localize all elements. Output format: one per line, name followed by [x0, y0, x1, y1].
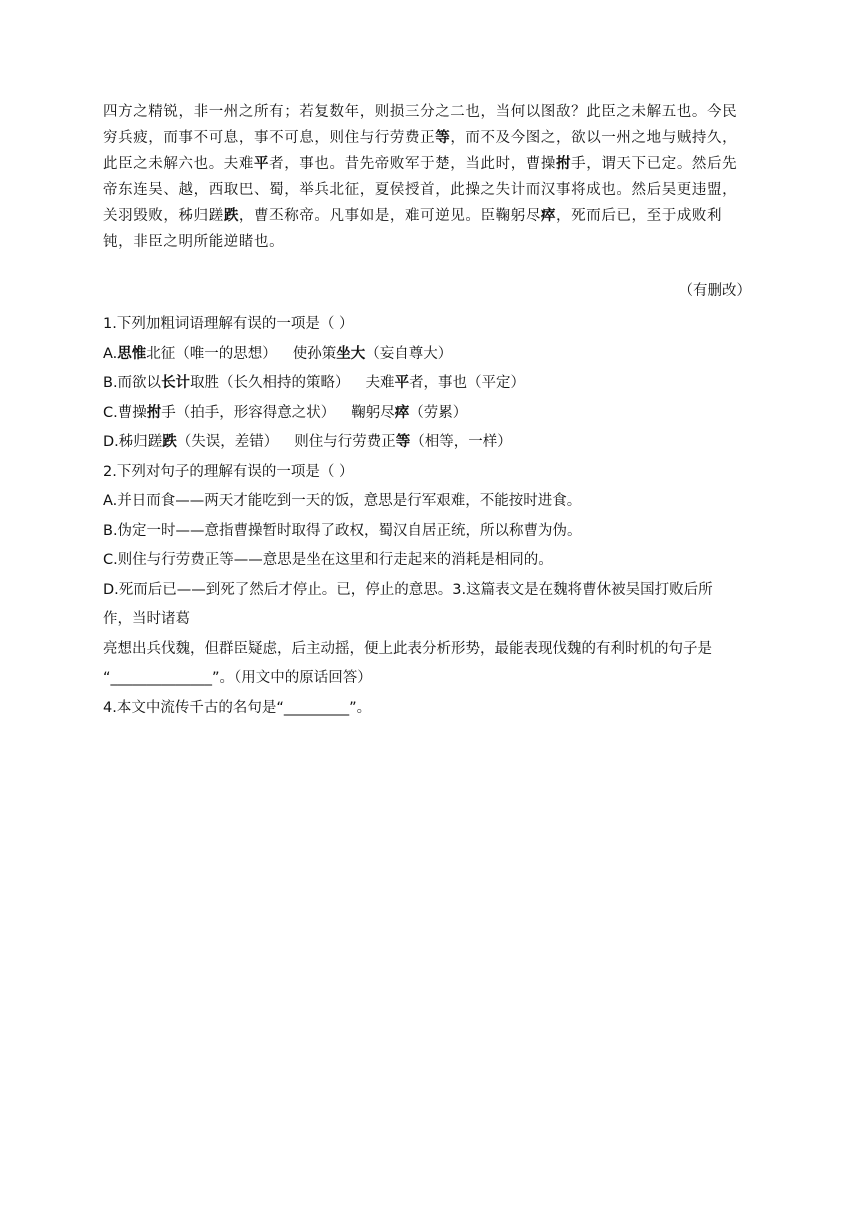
bold-term: 瘁 [394, 404, 410, 421]
question-2-option-d-continued: 作，当时诸葛 [103, 611, 190, 627]
option-text: 鞠躬尽 [351, 404, 395, 421]
option-text: 北征（唯一的思想） [146, 345, 277, 362]
question-3-line: 亮想出兵伐魏，但群臣疑虑，后主动摇，便上此表分析形势，最能表现伐魏的有利时机的句子是 [103, 640, 712, 657]
question-1-option-b [103, 369, 753, 399]
bold-term: 等 [435, 129, 451, 146]
question-1-option-d [103, 428, 753, 458]
passage-text: ，曹丕称帝。凡事如是，难可逆见。臣鞠躬尽 [238, 208, 541, 224]
passage-line [103, 177, 753, 203]
bold-term: 跌 [162, 434, 177, 450]
passage-line [103, 229, 753, 255]
option-text: A. [103, 345, 118, 362]
passage-text: ，死而后已，至于成败利 [556, 208, 723, 224]
passage-line [103, 125, 753, 151]
bold-term: 跌 [223, 207, 239, 224]
question-1-option-c [103, 399, 753, 429]
question-2-option-a: A.并日而食——两天才能吃到一天的饭，意思是行军艰难，不能按时进食。 [103, 493, 582, 509]
passage-text: 四方之精锐，非一州之所有；若复数年，则损三分之二也，当何以图敌？此臣之未解五也。今民 [103, 104, 738, 120]
option-text: 手（拍手，形容得意之状） [161, 404, 336, 421]
bold-term: 平 [254, 155, 270, 172]
question-1-option-a [103, 340, 753, 370]
passage-line [103, 151, 753, 177]
option-text: （妄自尊大） [365, 345, 453, 362]
question-1-stem: 1.下列加粗词语理解有误的一项是（ ） [103, 316, 354, 332]
bold-term: 思惟 [117, 345, 147, 362]
questions-section [103, 310, 753, 723]
question-2-option-b: B.伪定一时——意指曹操暂时取得了政权，蜀汉自居正统，所以称曹为伪。 [103, 522, 582, 539]
option-text: 则住与行劳费正 [294, 434, 396, 450]
question-2-stem: 2.下列对句子的理解有误的一项是（ ） [103, 463, 354, 480]
option-text: B.而欲以 [103, 375, 162, 391]
option-text: 使孙策 [292, 345, 337, 362]
bold-term: 长计 [161, 375, 191, 391]
question-2-option-c: C.则住与行劳费正等——意思是坐在这里和行走起来的消耗是相同的。 [103, 552, 553, 568]
bold-term: 坐大 [336, 345, 366, 362]
passage-line [103, 99, 753, 125]
option-text: 者，事也（平定） [409, 375, 526, 391]
passage-text: ，而不及今图之，欲以一州之地与贼持久， [450, 130, 738, 146]
option-text: （失误，差错） [176, 434, 279, 450]
option-text: （相等，一样） [410, 434, 512, 450]
classical-passage [103, 99, 753, 255]
question-4: 4.本文中流传千古的名句是“_________”。 [103, 699, 372, 716]
question-3-answer-blank: “______________”。（用文中的原话回答） [103, 670, 372, 686]
question-2-option-d: D.死而后已——到死了然后才停止。已，停止的意思。3.这篇表文是在魏将曹休被吴国打败后所 [103, 581, 713, 598]
bold-term: 平 [394, 375, 410, 391]
passage-text: 关羽毁败，秭归蹉 [103, 208, 224, 224]
passage-text: 者，事也。昔先帝败军于楚，当此时，曹操 [269, 156, 557, 172]
option-text: C.曹操 [103, 404, 147, 421]
option-text: 夫难 [365, 375, 395, 391]
passage-text: 穷兵疲，而事不可息，事不可息，则住与行劳费正 [103, 130, 436, 146]
bold-term: 等 [395, 434, 411, 450]
passage-text: 手，谓天下已定。然后先 [571, 156, 738, 172]
option-text: D.秭归蹉 [103, 434, 163, 450]
option-text: （劳累） [409, 404, 468, 421]
bold-term: 拊 [146, 404, 162, 421]
passage-line [103, 203, 753, 229]
option-text: 取胜（长久相持的策略） [190, 375, 350, 391]
passage-text: 此臣之未解六也。夫难 [103, 156, 254, 172]
passage-text: 帝东连吴、越，西取巴、蜀，举兵北征，夏侯授首，此操之失计而汉事将成也。然后吴更违盟， [103, 182, 738, 198]
passage-text: 钝，非臣之明所能逆睹也。 [103, 234, 285, 250]
source-note: （有删改） [678, 283, 751, 299]
bold-term: 瘁 [540, 207, 557, 224]
bold-term: 拊 [556, 155, 572, 172]
